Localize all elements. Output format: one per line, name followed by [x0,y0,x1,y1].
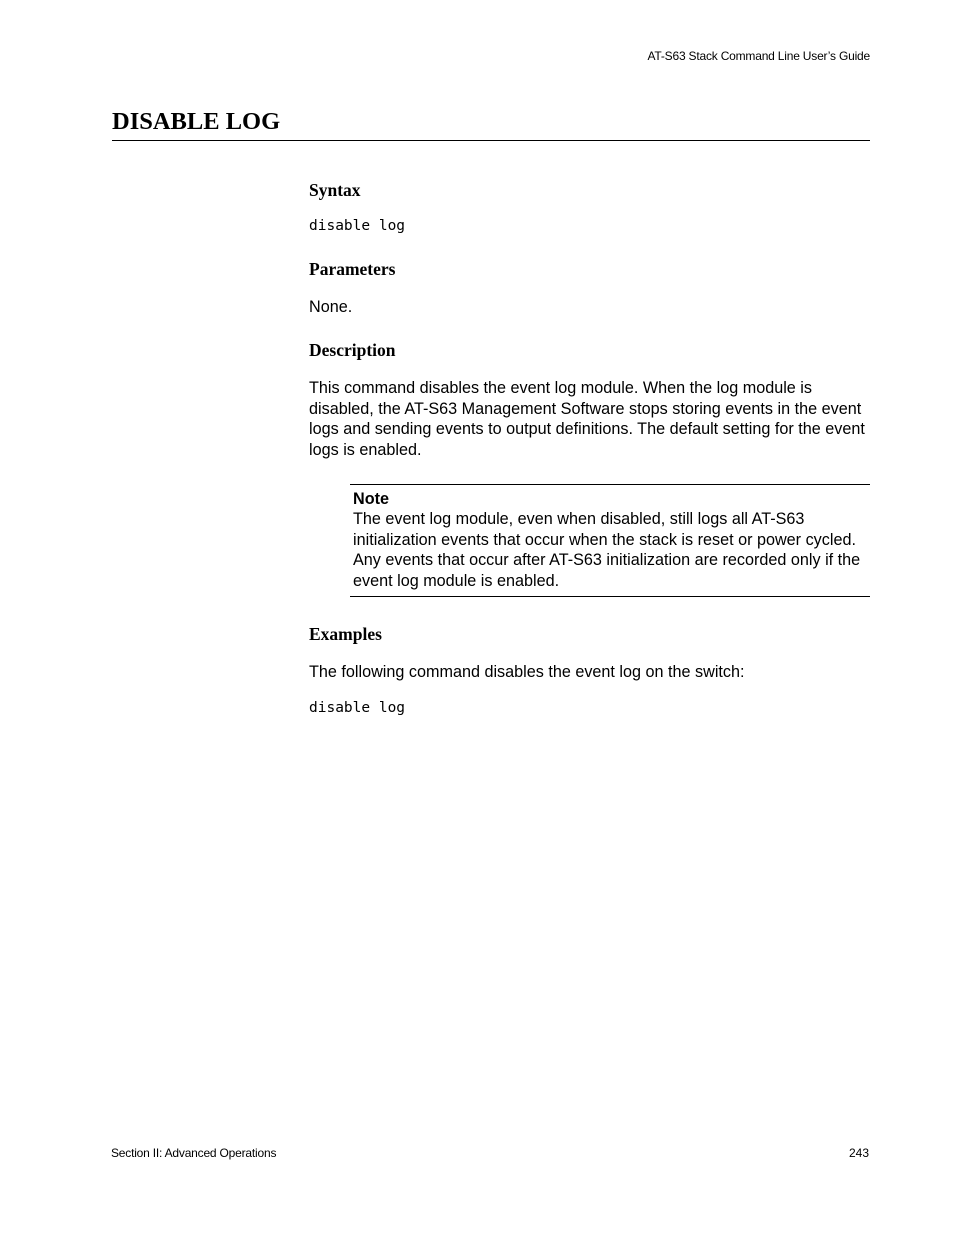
description-heading: Description [309,340,396,360]
footer-section: Section II: Advanced Operations [111,1146,277,1160]
syntax-command: disable log [309,218,406,234]
syntax-heading: Syntax [309,180,361,200]
note-label: Note [353,490,389,508]
note-box [350,484,870,597]
note-text: The event log module, even when disabled, still logs all AT-S63 initialization events that occur when the stack is reset or power cycled. Any events that occur after AT-S63 initialization are recorded only if the event log module is enabled. [353,510,861,590]
running-header: AT-S63 Stack Command Line User’s Guide [647,49,870,63]
title-rule [112,140,870,141]
parameters-text: None. [309,298,353,316]
footer-page-number: 243 [848,1146,869,1160]
description-text: This command disables the event log module. When the log module is disabled, the AT-S63 Management Software stops storing events in the event logs and sending events to output definitions. The default setting for the event logs is enabled. [309,379,865,459]
examples-command: disable log [309,700,406,716]
parameters-heading: Parameters [309,259,396,279]
examples-intro: The following command disables the event log on the switch: [309,663,745,681]
page-title: DISABLE LOG [112,108,281,135]
examples-heading: Examples [309,624,382,644]
